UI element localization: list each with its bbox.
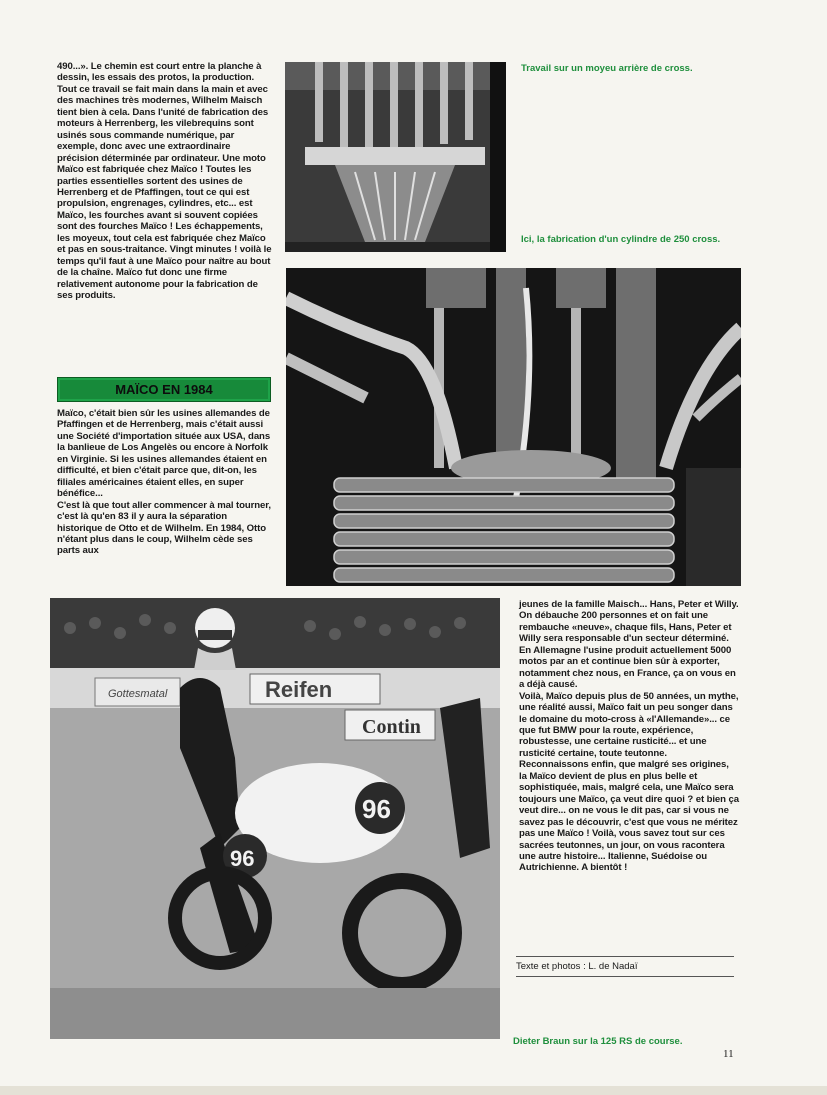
banner-reifen: Reifen	[265, 677, 333, 702]
banner-gottesmatal: Gottesmatal	[108, 688, 168, 700]
paragraph: Voilà, Maïco depuis plus de 50 années, un mythe, une réalité aussi, Maïco fait un peu songer dans le domaine du moto-cross à «l'Allemande»... ce que fut BMW pour la route, expérience, robustesse, une certaine rusticité... et une rusticité certaine, toute teutonne. Reconnaissons enfin, que malgré ses origines, la Maïco devient de plus en plus belle et sophistiquée, mais, malgré cela, une Maïco sera toujours une Maïco, ça veut dire quoi ? et bien ça veut dire... on ne vous le dit pas, car si vous ne savez pas le découvrir, c'est que vous ne méritez pas une Maïco ! Voilà, vous savez tout sur ces sacrées teutonnes, un jour, on vous racontera une autre histoire... Italienne, Suédoise ou Autrichienne. A bientôt !	[519, 690, 739, 874]
paragraph: Maïco, c'était bien sûr les usines allemandes de Pfaffingen et de Herrenberg, mais c'était aussi une Société d'importation située aux USA, dans la banlieue de Los Angelès ou encore à Norfolk en Virginie. Si les usines allemandes étaient en difficulté, et bien c'était parce que, dit-on, les filiales américaines étaient elles, en super bénéfice...	[57, 408, 271, 500]
photo-rider-motorcycle	[50, 598, 500, 1039]
article-column-1-top	[57, 61, 272, 302]
page-bottom-edge	[0, 1086, 827, 1095]
caption-rider: Dieter Braun sur la 125 RS de course.	[513, 1036, 683, 1047]
photo-credit: Texte et photos : L. de Nadaï	[516, 961, 638, 972]
credit-rule-top	[516, 956, 734, 957]
paragraph: 490...». Le chemin est court entre la planche à dessin, les essais des protos, la production. Tout ce travail se fait main dans la main et avec des machines très modernes, Wilhelm Maisch tient bien à cela. Dans l'unité de fabrication des moteurs à Herrenberg, les vilebrequins sont usinés sous commande numérique, par exemple, donc avec une extraordinaire précision déterminée par ordinateur. Une moto Maïco est fabriquée chez Maïco ! Toutes les parties essentielles sortent des usines de Herrenberg et de Pfaffingen, tout ce qui est propulsion, engrenages, cylindres, etc... est Maïco, les fourches avant si souvent copiées sont des fourches Maïco ! Les échappements, les moyeux, tout cela est fabriquée chez Maïco et pas en sous-traitance. Vingt minutes ! voilà le temps qu'il faut à une Maïco pour naître au bout de la chaîne. Maïco fut donc une firme relativement autonome pour la fabrication de ses produits.	[57, 61, 272, 302]
cylinder-machine-illustration	[286, 268, 741, 586]
paragraph: jeunes de la famille Maisch... Hans, Peter et Willy. On débauche 200 personnes et on fait une rembauche «neuve», chaque fils, Hans, Peter et Willy sera responsable d'un secteur déterminé. En Allemagne l'usine produit actuellement 5000 motos par an et continue bien sûr à exporter, notamment chez nous, en France, ça on vous en a déjà causé.	[519, 599, 739, 691]
article-column-2	[519, 599, 739, 874]
paragraph: C'est là que tout aller commencer à mal tourner, c'est là qu'en 83 il y aura la séparation historique de Otto et de Wilhelm. En 1984, Otto n'étant plus dans le coup, Wilhelm cède ses parts aux	[57, 499, 271, 557]
credit-rule-bottom	[516, 976, 734, 977]
page-number: 11	[723, 1048, 734, 1060]
race-number-front: 96	[362, 794, 391, 824]
caption-cylinder: Ici, la fabrication d'un cylindre de 250 cross.	[521, 234, 721, 245]
race-number-side: 96	[230, 846, 255, 871]
hub-machine-illustration	[285, 62, 506, 252]
section-heading: MAÏCO EN 1984	[57, 377, 271, 402]
photo-cylinder-machining	[286, 268, 741, 586]
article-column-1-mid	[57, 408, 272, 557]
photo-hub-machining	[285, 62, 506, 252]
caption-hub: Travail sur un moyeu arrière de cross.	[521, 63, 693, 74]
banner-contin: Contin	[362, 716, 421, 738]
rider-illustration	[50, 598, 500, 1039]
